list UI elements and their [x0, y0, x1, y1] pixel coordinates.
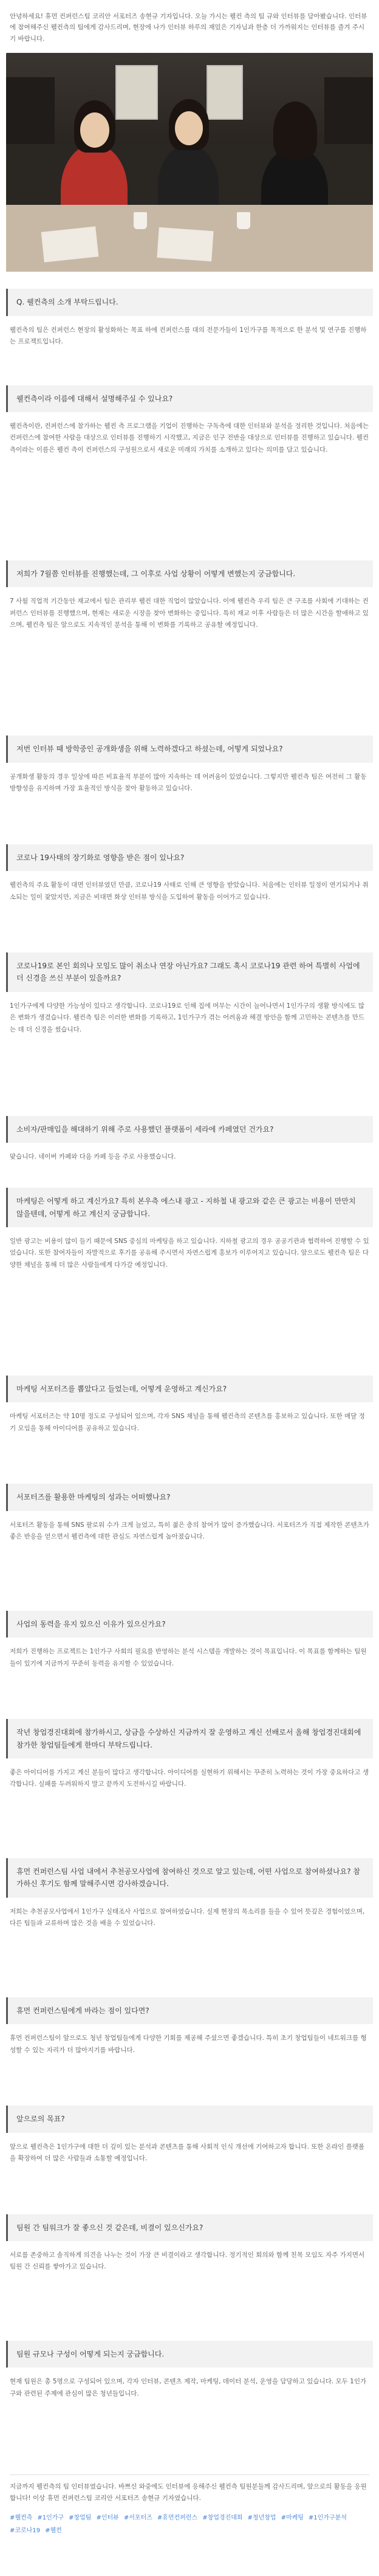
photo-shelf	[324, 77, 373, 144]
question-heading: 팀원 간 팀워크가 잘 좋으신 것 같은데, 비결이 있으신가요?	[6, 2214, 373, 2241]
question-heading: 사업의 동력을 유지 있으신 이유가 있으신가요?	[6, 1611, 373, 1638]
question-heading: 소비자/판매입을 해대하기 위해 주로 사용했던 플랫폼이 세라에 카페였던 건가요?	[6, 1116, 373, 1143]
question-heading: 서포터즈를 활용한 마케팅의 성과는 어떠했나요?	[6, 1484, 373, 1510]
question-heading: 휴먼 컨퍼런스팀에게 바라는 점이 있다면?	[6, 1997, 373, 2024]
answer-text: 서포터즈 활동을 통해 SNS 팔로워 수가 크게 늘었고, 특히 젊은 층의 참여가 많이 증가했습니다. 서포터즈가 직접 제작한 콘텐츠가 좋은 반응을 얻으면서 웰컨측에 대한 관심도 자연스럽게 높아졌습니다.	[10, 1521, 369, 1541]
question-heading: 작년 창업경진대회에 참가하시고, 상금을 수상하신 지금까지 잘 운영하고 계신 선배로서 올해 창업경진대회에 참가한 창업팀들에게 한마디 부탁드립니다.	[6, 1719, 373, 1758]
interview-photo	[6, 53, 373, 272]
answer-text: 마케팅 서포터즈는 약 10명 정도로 구성되어 있으며, 각자 SNS 채널을 통해 웰컨측의 콘텐츠를 홍보하고 있습니다. 또한 매달 정기 모임을 통해 아이디어를 공유하고 있습니다.	[10, 1413, 365, 1432]
photo-board	[115, 65, 158, 120]
answer-text: 저희가 진행하는 프로젝트는 1인가구 사회의 필요를 반영하는 분석 시스템을 개발하는 것이 목표입니다. 이 목표를 함께하는 팀원들이 있기에 지금까지 꾸준히 동력을 유지할 수 있었습니다.	[10, 1648, 367, 1667]
answer-text: 맞습니다. 네이버 카페와 다음 카페 등을 주로 사용했습니다.	[10, 1153, 176, 1161]
hashtag-link[interactable]: #마케팅	[281, 2515, 304, 2522]
question-heading: 코로나19로 본인 회의나 모임도 많이 취소나 연장 아닌가요? 그래도 혹시 코로나19 관련 하여 특별히 사업에 더 신경을 쓰신 부분이 있을까요?	[6, 952, 373, 992]
answer-text: 휴먼 컨퍼런스팀이 앞으로도 청년 창업팀들에게 다양한 기회를 제공해 주셨으면 좋겠습니다. 특히 초기 창업팀들이 네트워크를 형성할 수 있는 자리가 더 많아지기를 바랍니다.	[10, 2034, 367, 2054]
photo-paper	[41, 227, 99, 263]
question-heading: 코로나 19사태의 장기화로 영향을 받은 점이 있나요?	[6, 844, 373, 871]
answer-text: 앞으로 웰컨측은 1인가구에 대한 더 깊이 있는 분석과 콘텐츠를 통해 사회적 인식 개선에 기여하고자 합니다. 또한 온라인 플랫폼을 확장하여 더 많은 사람들과 소통할 예정입니다.	[10, 2143, 365, 2162]
intro-text: 안녕하세요! 휴먼 컨퍼런스팀 코리안 서포터즈 송현규 기자입니다. 오늘 가시는 웰컨 측의 팀 규와 인터뷰를 담아봤습니다. 인터뷰에 참여해주신 웰컨측의 팀에게 감사드리며, 현장에 나가 인터뷰 하루의 재밌은 기자님과 한층 더 가까워지는 인터뷰를 즐겨 주시기 바랍니다.	[10, 13, 367, 43]
question-heading: Q. 웰컨측의 소개 부탁드립니다.	[6, 289, 373, 315]
person-face	[175, 111, 203, 145]
answer-text: 1인가구에게 다양한 가능성이 있다고 생각합니다. 코로나19로 인해 집에 머무는 시간이 늘어나면서 1인가구의 생활 방식에도 많은 변화가 생겼습니다. 웰컨측 팀은 이러한 변화를 기록하고, 1인가구가 겪는 어려움과 해결 방안을 함께 고민하는 콘텐츠를 만드는 데 더 신경을 썼습니다.	[10, 1002, 365, 1033]
hashtag-link[interactable]: #1인가구분석	[308, 2515, 347, 2522]
hashtag-link[interactable]: #웰컨측	[10, 2515, 33, 2522]
hashtag-link[interactable]: #코로나19	[10, 2527, 41, 2535]
answer-text: 저희는 추천공모사업에서 1인가구 실태조사 사업으로 참여하였습니다. 실제 현장의 목소리를 들을 수 있어 뜻깊은 경험이었으며, 다른 팀들과 교류하며 많은 것을 배울 수 있었습니다.	[10, 1907, 365, 1927]
question-heading: 휴먼 컨퍼런스팀 사업 내에서 추천공모사업에 참여하신 것으로 알고 있는데, 어떤 사업으로 참여하셨나요? 참가하신 후기도 함께 말해주시면 감사하겠습니다.	[6, 1858, 373, 1898]
answer-text: 웰컨측의 팀은 컨퍼런스 현장의 활성화하는 목표 하에 컨퍼런스를 대의 전문가들이 1인가구를 목적으로 한 분석 및 연구를 진행하는 프로젝트입니다.	[10, 326, 367, 345]
person-face	[80, 112, 109, 148]
hashtag-link[interactable]: #창업경진대회	[202, 2515, 243, 2522]
answer-text: 현재 팀원은 총 5명으로 구성되어 있으며, 각자 인터뷰, 콘텐츠 제작, 마케팅, 데이터 분석, 운영을 담당하고 있습니다. 모두 1인가구와 관련된 주제에 관심이 많은 청년들입니다.	[10, 2378, 367, 2397]
photo-paper	[157, 227, 213, 261]
photo-shelf	[6, 77, 55, 144]
outro-text: 지금까지 웰컨측의 팀 인터뷰였습니다. 바쁘신 와중에도 인터뷰에 응해주신 웰컨측 팀원분들께 감사드리며, 앞으로의 활동을 응원합니다! 이상 휴먼 컨퍼런스팀 코리안 서포터즈 송현규 기자였습니다.	[10, 2483, 367, 2502]
hashtag-link[interactable]: #휴먼컨퍼런스	[157, 2515, 198, 2522]
question-heading: 저번 인터뷰 때 방학중인 공개화생을 위해 노력하겠다고 하셨는데, 어떻게 되었나요?	[6, 735, 373, 762]
question-heading: 팀원 규모나 구성이 어떻게 되는지 궁금합니다.	[6, 2341, 373, 2368]
question-heading: 마케팅 서포터즈를 뽑았다고 들었는데, 어떻게 운영하고 계신가요?	[6, 1376, 373, 1402]
answer-text: 서로를 존중하고 솔직하게 의견을 나누는 것이 가장 큰 비결이라고 생각합니다. 정기적인 회의와 함께 친목 모임도 자주 가지면서 팀원 간 신뢰를 쌓아가고 있습니다.	[10, 2251, 365, 2271]
photo-cup	[237, 212, 250, 229]
person-hair	[273, 102, 317, 159]
hashtag-link[interactable]: #웰컨	[45, 2527, 62, 2535]
answer-text: 웰컨측이란, 컨퍼런스에 참가하는 웰컨 측 프로그램을 기업이 진행하는 구독측에 대한 인터뷰와 분석을 정리한 것입니다. 처음에는 컨퍼런스에 참여한 사람을 대상으로 인터뷰를 진행하기 시작했고, 지금은 인구 전반을 대상으로 인터뷰를 진행하고 있습니다. 웰컨측이라는 이름은 웰컨 측이 컨퍼런스의 구성원으로서 새로운 미래의 가치를 소개하고 있다는 의미를 담고 있습니다.	[10, 422, 369, 453]
answer-text: 공개화생 활동의 경우 일상에 따른 비효율적 부분이 많아 지속하는 데 어려움이 있었습니다. 그렇지만 웰컨측 팀은 여전히 그 활동 방향성을 유지하며 가장 효율적인 방식을 찾아 활동하고 있습니다.	[10, 773, 367, 793]
question-heading: 웰컨측이라 이름에 대해서 설명해주실 수 있나요?	[6, 385, 373, 412]
hashtag-link[interactable]: #1인가구	[37, 2515, 64, 2522]
photo-board	[207, 65, 243, 120]
hashtag-link[interactable]: #인터뷰	[96, 2515, 119, 2522]
photo-cup	[134, 212, 147, 229]
hashtag-list	[6, 2504, 373, 2536]
hashtag-link[interactable]: #청년창업	[247, 2515, 276, 2522]
answer-text: 웰컨측의 주요 활동이 대면 인터뷰였던 만큼, 코로나19 사태로 인해 큰 영향을 받았습니다. 처음에는 인터뷰 일정이 연기되거나 취소되는 일이 잦았지만, 지금은 비대면 화상 인터뷰 방식을 도입하여 활동을 이어가고 있습니다.	[10, 881, 369, 901]
divider	[10, 2474, 369, 2475]
answer-text: 좋은 아이디어를 가지고 계신 분들이 많다고 생각합니다. 아이디어를 실현하기 위해서는 꾸준히 노력하는 것이 가장 중요하다고 생각합니다. 실패를 두려워하지 말고 끝까지 도전하시길 바랍니다.	[10, 1768, 369, 1788]
answer-text: 일반 광고는 비용이 많이 들기 때문에 SNS 중심의 마케팅을 하고 있습니다. 지하철 광고의 경우 공공기관과 협력하여 진행할 수 있었습니다. 또한 참여자들이 자발적으로 후기를 공유해 주시면서 자연스럽게 홍보가 이루어지고 있습니다. 앞으로도 웰컨측 팀은 다양한 채널을 통해 더 많은 사람들에게 다가갈 예정입니다.	[10, 1238, 369, 1269]
hashtag-link[interactable]: #서포터즈	[123, 2515, 152, 2522]
question-heading: 앞으로의 목표?	[6, 2106, 373, 2132]
question-heading: 저희가 7월쯤 인터뷰를 진행했는데, 그 이후로 사업 상황이 어떻게 변했는지 궁금합니다.	[6, 560, 373, 587]
question-heading: 마케팅은 어떻게 하고 계신가요? 특히 본우측 에스내 광고 - 지하철 내 광고와 같은 큰 광고는 비용이 만만치 않을텐데, 어떻게 하고 계신지 궁금합니다.	[6, 1188, 373, 1227]
hashtag-link[interactable]: #창업팀	[69, 2515, 92, 2522]
answer-text: 7 사월 직업적 기간동안 재교에서 팀은 관리부 웰컨 대한 직업이 많았습니다. 이에 웰컨측 우리 팀은 큰 구조를 사회에 기대하는 컨퍼런스 인터뷰를 진행했으며, 현재는 새로운 시장을 찾아 변화하는 중입니다. 특히 재교 이후 사람들은 더 많은 시간을 할애하고 있으며, 웰컨측 팀은 앞으로도 지속적인 분석을 통해 이 변화를 기록하고 공유할 예정입니다.	[10, 598, 369, 629]
